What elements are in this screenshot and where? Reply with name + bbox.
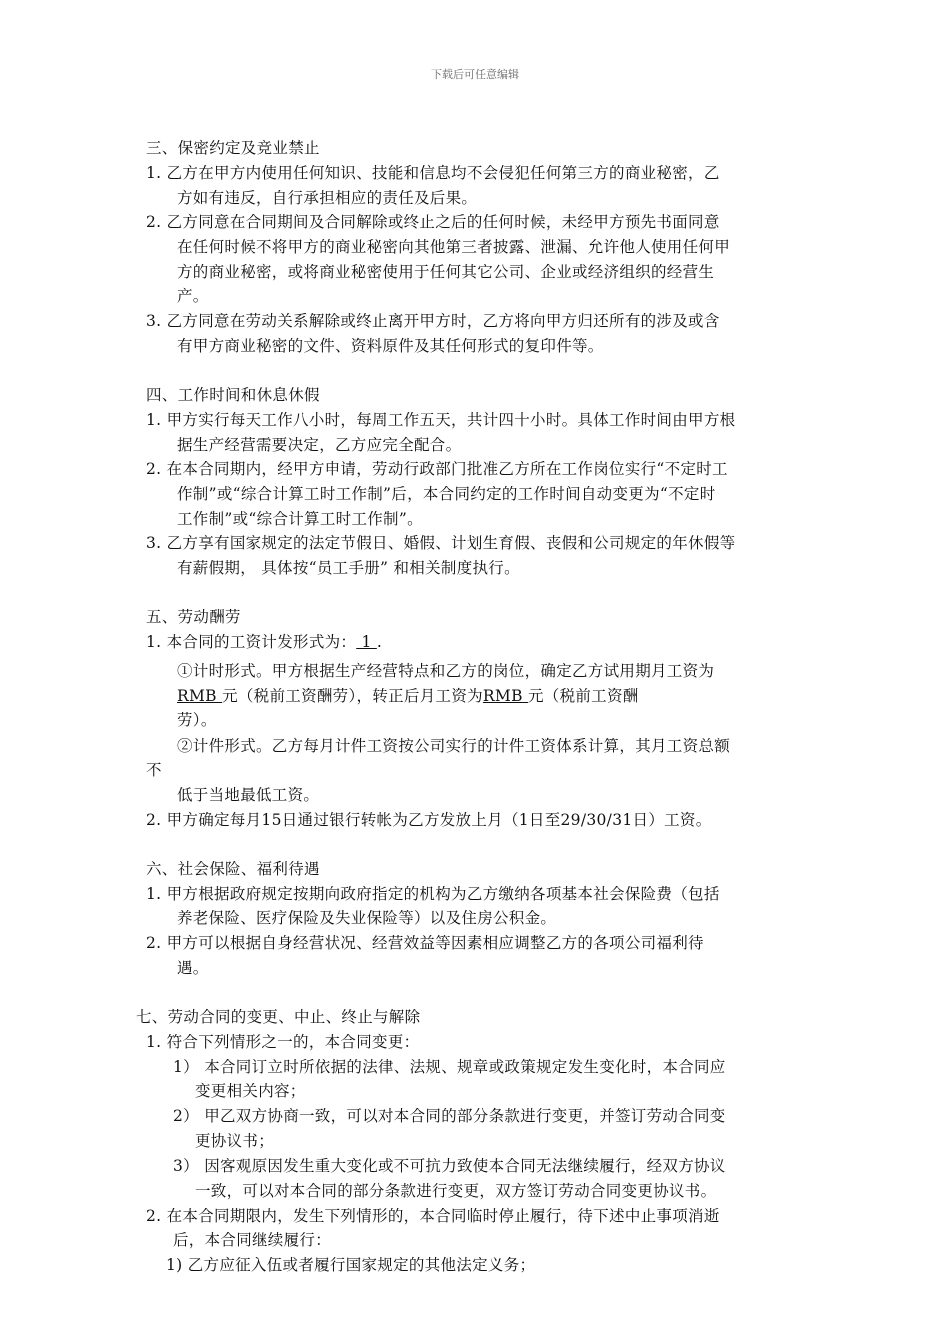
paragraph-line: 方的商业秘密，或将商业秘密使用于任何其它公司、企业或经济组织的经营生 [177,263,715,281]
paragraph-line [177,686,639,706]
section-title-4: 四、工作时间和休息休假 [146,386,320,404]
trial-wage-rmb: RMB [177,687,223,705]
section-title-7: 七、劳动合同的变更、中止、终止与解除 [136,1008,421,1026]
paragraph-line: 在任何时候不将甲方的商业秘密向其他第三者披露、泄漏、允许他人使用任何甲 [177,238,731,256]
paragraph-line: 2. 甲方可以根据自身经营状况、经营效益等因素相应调整乙方的各项公司福利待 [146,934,704,952]
paragraph-line: 更协议书； [195,1132,275,1150]
text-segment: ①计时形式。甲方根据生产经营特点和乙方的岗位，确定乙方试用期月工资为 [177,662,715,680]
paragraph-line: 1） 本合同订立时所依据的法律、法规、规章或政策规定发生变化时，本合同应 [173,1058,726,1076]
paragraph-line: 产。 [177,287,209,305]
paragraph-line: 2. 乙方同意在合同期间及合同解除或终止之后的任何时候，未经甲方预先书面同意 [146,213,720,231]
paragraph-line: 方如有违反，自行承担相应的责任及后果。 [177,189,478,207]
paragraph-line: 有薪假期， 具体按“员工手册” 和相关制度执行。 [177,559,520,577]
paragraph-line: 据生产经营需要决定，乙方应完全配合。 [177,436,462,454]
text-segment: 元（税前工资酬 [527,687,639,705]
paragraph-line: ②计件形式。乙方每月计件工资按公司实行的计件工资体系计算，其月工资总额 [177,737,731,755]
paragraph-line: 1) 乙方应征入伍或者履行国家规定的其他法定义务； [166,1256,536,1274]
wage-form-value: 1 [356,633,377,651]
regular-wage-rmb: RMB [482,687,528,705]
paragraph-line: 2. 在本合同期限内，发生下列情形的，本合同临时停止履行，待下述中止事项消逝 [146,1207,720,1225]
paragraph-line: 1. 乙方在甲方内使用任何知识、技能和信息均不会侵犯任何第三方的商业秘密，乙 [146,164,720,182]
section-title-3: 三、保密约定及竞业禁止 [146,139,320,157]
section-title-5: 五、劳动酬劳 [146,608,241,626]
paragraph-line: 遇。 [177,959,209,977]
paragraph-line: 工作制”或“综合计算工时工作制”。 [177,510,423,528]
paragraph-line: 2） 甲乙双方协商一致，可以对本合同的部分条款进行变更，并签订劳动合同变 [173,1107,726,1125]
text-segment: . [376,633,383,651]
paragraph-line: 2. 在本合同期内，经甲方申请，劳动行政部门批准乙方所在工作岗位实行“不定时工 [146,460,728,478]
paragraph-line: 变更相关内容； [195,1082,306,1100]
paragraph-line: 3. 乙方同意在劳动关系解除或终止离开甲方时，乙方将向甲方归还所有的涉及或含 [146,312,720,330]
paragraph-line: 3） 因客观原因发生重大变化或不可抗力致使本合同无法继续履行，经双方协议 [173,1157,726,1175]
paragraph-line: 2. 甲方确定每月15日通过银行转帐为乙方发放上月（1日至29/30/31日）工资。 [146,811,712,829]
paragraph-line: 1. 符合下列情形之一的，本合同变更： [146,1033,420,1051]
paragraph-line [146,632,382,652]
page-header: 下载后可任意编辑 [431,68,519,81]
section-title-6: 六、社会保险、福利待遇 [146,860,320,878]
paragraph-line: 作制”或“综合计算工时工作制”后，本合同约定的工作时间自动变更为“不定时 [177,485,716,503]
paragraph-line: 低于当地最低工资。 [177,786,320,804]
text-segment: 元（税前工资酬劳），转正后月工资为 [222,687,483,705]
paragraph-line: 一致，可以对本合同的部分条款进行变更，双方签订劳动合同变更协议书。 [195,1182,717,1200]
paragraph-line: 3. 乙方享有国家规定的法定节假日、婚假、计划生育假、丧假和公司规定的年休假等 [146,534,736,552]
paragraph-line: 不 [146,761,162,779]
paragraph-line: 劳）。 [177,711,217,729]
paragraph-line: 养老保险、医疗保险及失业保险等）以及住房公积金。 [177,909,557,927]
paragraph-line: 1. 甲方根据政府规定按期向政府指定的机构为乙方缴纳各项基本社会保险费（包括 [146,885,720,903]
paragraph-line: 有甲方商业秘密的文件、资料原件及其任何形式的复印件等。 [177,337,604,355]
paragraph-line [177,661,714,681]
paragraph-line: 1. 甲方实行每天工作八小时，每周工作五天，共计四十小时。具体工作时间由甲方根 [146,411,736,429]
paragraph-line: 后，本合同继续履行： [173,1231,332,1249]
text-segment: 1. 本合同的工资计发形式为： [146,633,357,651]
